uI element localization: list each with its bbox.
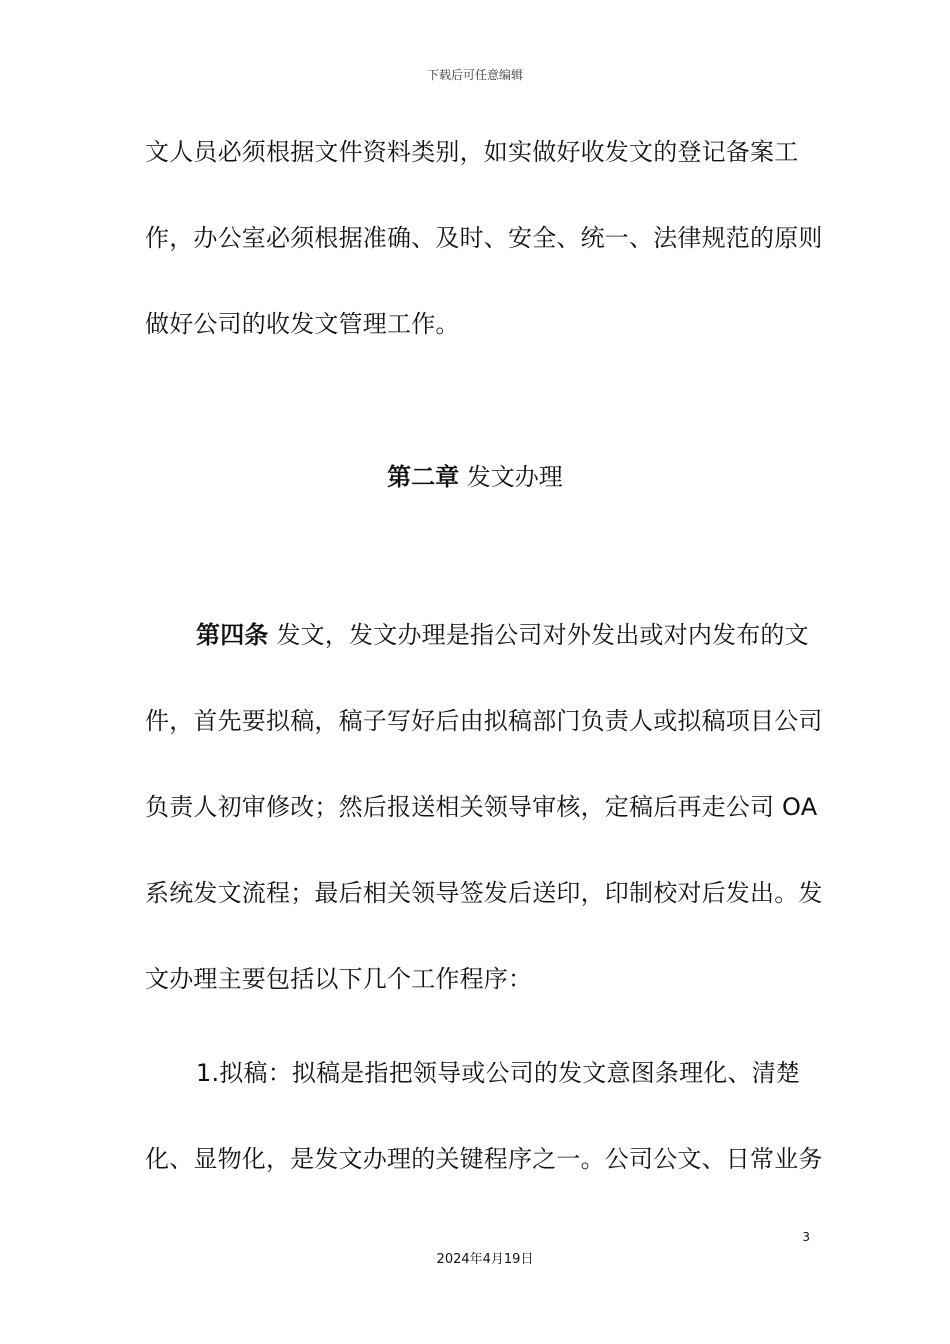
item-1-line-2: 化、显物化，是发文办理的关键程序之一。公司公文、日常业务 (145, 1145, 823, 1173)
article-first-line (196, 620, 809, 650)
article-line-2: 件，首先要拟稿，稿子写好后由拟稿部门负责人或拟稿项目公司 (145, 707, 823, 735)
page-number: 3 (802, 1230, 810, 1244)
chapter-heading (0, 462, 950, 492)
page-date: 2024年4月19日 (436, 1252, 534, 1267)
article-line-5: 文办理主要包括以下几个工作程序： (145, 965, 533, 993)
article-text: 发文，发文办理是指公司对外发出或对内发布的文 (268, 621, 809, 649)
body-line-2: 作，办公室必须根据准确、及时、安全、统一、法律规范的原则 (145, 224, 823, 252)
page-header: 下载后可任意编辑 (426, 68, 523, 82)
body-line-3: 做好公司的收发文管理工作。 (145, 310, 460, 338)
article-line-3: 负责人初审修改；然后报送相关领导审核，定稿后再走公司 OA (145, 793, 818, 821)
article-label: 第四条 (196, 621, 269, 649)
body-line-1: 文人员必须根据文件资料类别，如实做好收发文的登记备案工 (145, 138, 799, 166)
article-line-4: 系统发文流程；最后相关领导签发后送印，印制校对后发出。发 (145, 879, 823, 907)
chapter-title: 发文办理 (459, 463, 563, 491)
item-1-line-1: 1.拟稿：拟稿是指把领导或公司的发文意图条理化、清楚 (196, 1059, 801, 1087)
chapter-label: 第二章 (387, 463, 460, 491)
